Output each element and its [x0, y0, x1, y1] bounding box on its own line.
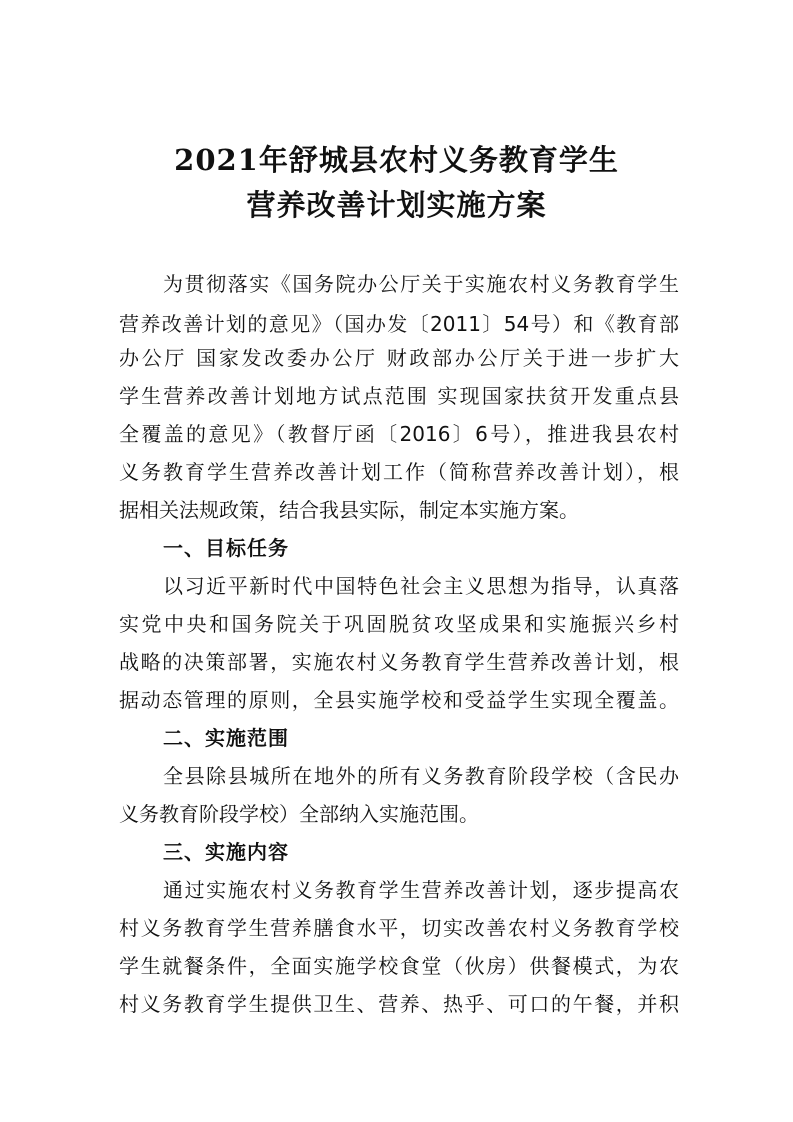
intro-paragraph-line: 义务教育学生营养改善计划工作（简称营养改善计划），根	[119, 460, 679, 484]
intro-paragraph-line: 营养改善计划的意见》（国办发〔2011〕54号）和《教育部	[119, 312, 679, 336]
goals-paragraph-line: 以习近平新时代中国特色社会主义思想为指导，认真落	[163, 574, 679, 598]
scope-paragraph-line: 义务教育阶段学校）全部纳入实施范围。	[119, 802, 479, 826]
goals-paragraph-line: 实党中央和国务院关于巩固脱贫攻坚成果和实施振兴乡村	[119, 612, 679, 636]
goals-paragraph-line: 战略的决策部署，实施农村义务教育学生营养改善计划，根	[119, 650, 679, 674]
goals-paragraph-line: 据动态管理的原则，全县实施学校和受益学生实现全覆盖。	[119, 688, 679, 712]
content-paragraph-line: 村义务教育学生提供卫生、营养、热乎、可口的午餐，并积	[119, 992, 679, 1016]
document-title-line-2: 营养改善计划实施方案	[246, 188, 547, 222]
section-heading-scope: 二、实施范围	[163, 726, 289, 750]
intro-paragraph-line: 办公厅 国家发改委办公厅 财政部办公厅关于进一步扩大	[119, 346, 679, 370]
intro-paragraph-line: 据相关法规政策，结合我县实际，制定本实施方案。	[119, 498, 579, 522]
intro-paragraph-line: 为贯彻落实《国务院办公厅关于实施农村义务教育学生	[163, 272, 679, 296]
scope-paragraph-line: 全县除县城所在地外的所有义务教育阶段学校（含民办	[163, 764, 679, 788]
section-heading-content: 三、实施内容	[163, 840, 289, 864]
document-title-line-1: 2021年舒城县农村义务教育学生	[174, 143, 619, 177]
section-heading-goals: 一、目标任务	[163, 536, 289, 560]
content-paragraph-line: 学生就餐条件，全面实施学校食堂（伙房）供餐模式，为农	[119, 954, 679, 978]
intro-paragraph-line: 学生营养改善计划地方试点范围 实现国家扶贫开发重点县	[119, 384, 679, 408]
intro-paragraph-line: 全覆盖的意见》（教督厅函〔2016〕6号），推进我县农村	[119, 422, 679, 446]
content-paragraph-line: 村义务教育学生营养膳食水平，切实改善农村义务教育学校	[119, 916, 679, 940]
content-paragraph-line: 通过实施农村义务教育学生营养改善计划，逐步提高农	[163, 878, 679, 902]
